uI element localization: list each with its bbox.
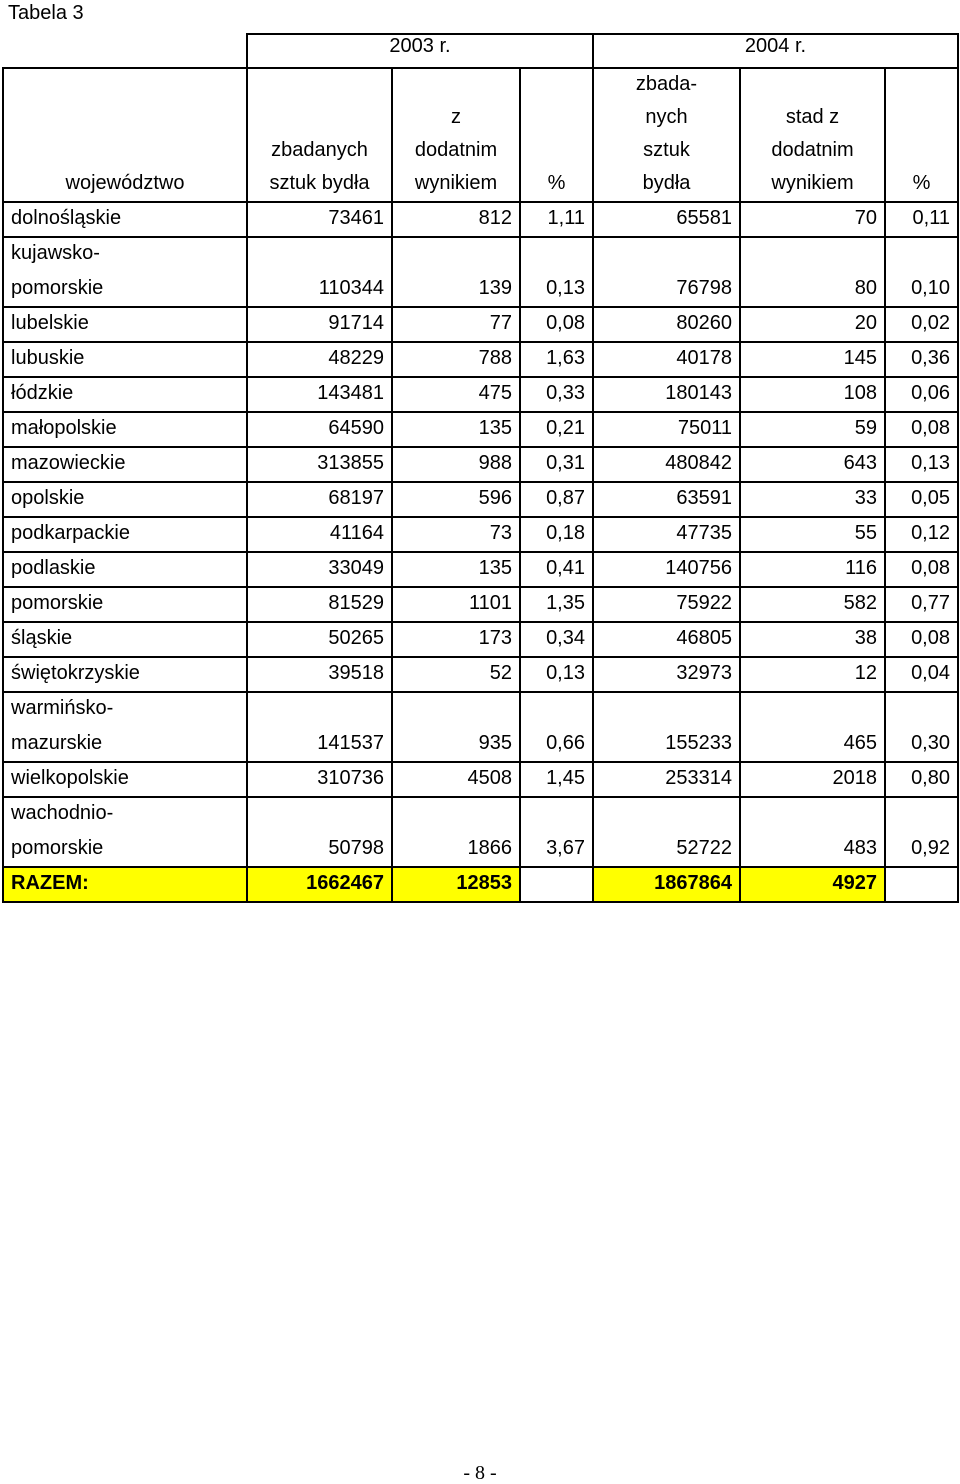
table-cell: 59 — [854, 417, 877, 439]
table-cell: 0,08 — [911, 557, 950, 579]
column-header-positive-2003: z — [451, 106, 461, 128]
table-cell: 0,87 — [546, 487, 585, 509]
table-cell: 0,13 — [546, 277, 585, 299]
column-rule — [391, 67, 393, 903]
region-name: dolnośląskie — [11, 207, 122, 229]
table-cell: 0,36 — [911, 347, 950, 369]
table-cell: 465 — [843, 732, 877, 754]
column-header-positive-2003: dodatnim — [414, 139, 498, 161]
table-cell: 0,21 — [546, 417, 585, 439]
table-cell: 33 — [854, 487, 877, 509]
table-cell: 80 — [854, 277, 877, 299]
table-cell: 41164 — [329, 522, 384, 544]
table-cell: 139 — [478, 277, 512, 299]
column-header-tested-2003: zbadanych — [271, 139, 368, 161]
region-name: kujawsko- — [11, 242, 100, 264]
table-cell: 0,80 — [911, 767, 950, 789]
table-cell: 310736 — [317, 767, 384, 789]
table-bottom-rule — [3, 901, 958, 903]
table-cell: 0,08 — [911, 417, 950, 439]
row-rule — [3, 201, 958, 203]
table-cell: 0,13 — [546, 662, 585, 684]
row-rule — [3, 341, 958, 343]
table-cell: 1,45 — [546, 767, 585, 789]
table-cell: 50265 — [328, 627, 384, 649]
region-name: podlaskie — [11, 557, 96, 579]
table-cell: 483 — [843, 837, 877, 859]
row-rule — [3, 411, 958, 413]
table-cell: 0,66 — [546, 732, 585, 754]
table-cell: 812 — [478, 207, 512, 229]
row-rule — [3, 656, 958, 658]
table-cell: 1,35 — [546, 592, 585, 614]
table-cell: 52722 — [676, 837, 732, 859]
table-cell: 0,31 — [546, 452, 585, 474]
table-cell: 80260 — [676, 312, 732, 334]
column-rule — [246, 67, 248, 903]
table-cell: 116 — [845, 557, 877, 579]
table-cell: 4508 — [467, 767, 512, 789]
table-cell: 313855 — [317, 452, 384, 474]
table-cell: 68197 — [328, 487, 384, 509]
region-name: wielkopolskie — [11, 767, 129, 789]
row-rule — [3, 796, 958, 798]
table-cell: 988 — [478, 452, 512, 474]
table-cell: 0,08 — [911, 627, 950, 649]
table-cell: 180143 — [665, 382, 732, 404]
region-name: podkarpackie — [11, 522, 130, 544]
region-name: pomorskie — [11, 277, 104, 299]
table-cell: 0,08 — [546, 312, 585, 334]
table-cell: 0,92 — [911, 837, 950, 859]
table-cell: 1866 — [467, 837, 512, 859]
table-cell: 39518 — [328, 662, 384, 684]
table-cell: 40178 — [676, 347, 732, 369]
column-header-pct-2004: % — [912, 172, 931, 194]
table-cell: 75922 — [676, 592, 732, 614]
region-name: łódzkie — [11, 382, 74, 404]
table-cell: 0,05 — [911, 487, 950, 509]
column-rule — [2, 67, 4, 903]
row-rule — [3, 481, 958, 483]
table-cell: 73 — [489, 522, 512, 544]
table-cell: 253314 — [665, 767, 732, 789]
column-header-pct-2003: % — [547, 172, 566, 194]
total-cell: 1867864 — [654, 872, 732, 894]
region-name: pomorskie — [11, 592, 104, 614]
region-name: świętokrzyskie — [11, 662, 140, 684]
page-number: - 8 - — [463, 1462, 497, 1484]
table-cell: 2018 — [832, 767, 877, 789]
table-cell: 65581 — [676, 207, 732, 229]
table-cell: 143481 — [317, 382, 384, 404]
table-cell: 110344 — [318, 277, 384, 299]
row-rule — [3, 691, 958, 693]
table-cell: 480842 — [665, 452, 732, 474]
table-cell: 0,12 — [911, 522, 950, 544]
table-cell: 0,18 — [546, 522, 585, 544]
row-rule — [3, 866, 958, 868]
table-cell: 788 — [478, 347, 512, 369]
region-name: opolskie — [11, 487, 85, 509]
table-cell: 140756 — [665, 557, 732, 579]
table-cell: 33049 — [328, 557, 384, 579]
column-header-tested-2003: sztuk bydła — [269, 172, 370, 194]
table-cell: 0,10 — [911, 277, 950, 299]
table-cell: 145 — [843, 347, 877, 369]
year-label-2003: 2003 r. — [389, 35, 451, 57]
table-caption: Tabela 3 — [8, 2, 84, 24]
table-cell: 50798 — [328, 837, 384, 859]
column-header-tested-2004: bydła — [642, 172, 691, 194]
year-label-2004: 2004 r. — [744, 35, 807, 57]
column-header-region: województwo — [65, 172, 185, 194]
table-cell: 0,02 — [911, 312, 950, 334]
table-cell: 108 — [843, 382, 877, 404]
table-cell: 76798 — [676, 277, 732, 299]
column-header-positive-2004: dodatnim — [771, 139, 854, 161]
table-cell: 73461 — [328, 207, 384, 229]
total-cell: 1662467 — [306, 872, 384, 894]
table-cell: 935 — [478, 732, 512, 754]
row-rule — [3, 376, 958, 378]
table-cell: 0,77 — [911, 592, 950, 614]
table-cell: 77 — [489, 312, 512, 334]
table-cell: 643 — [843, 452, 877, 474]
region-name: mazurskie — [11, 732, 103, 754]
table-cell: 0,06 — [911, 382, 950, 404]
table-cell: 81529 — [328, 592, 384, 614]
region-name: małopolskie — [11, 417, 117, 439]
region-name: lubelskie — [11, 312, 89, 334]
table-cell: 475 — [478, 382, 512, 404]
table-cell: 55 — [854, 522, 877, 544]
table-cell: 1,11 — [547, 207, 585, 229]
column-rule — [884, 67, 886, 903]
row-rule — [3, 446, 958, 448]
table-cell: 12 — [854, 662, 877, 684]
table-cell: 20 — [854, 312, 877, 334]
column-rule — [592, 67, 594, 903]
region-name: śląskie — [11, 627, 73, 649]
column-header-positive-2003: wynikiem — [414, 172, 498, 194]
column-header-tested-2004: nych — [645, 106, 688, 128]
table-cell: 596 — [478, 487, 512, 509]
table-cell: 141537 — [317, 732, 384, 754]
column-header-tested-2004: sztuk — [643, 139, 690, 161]
row-rule — [3, 236, 958, 238]
region-name: lubuskie — [11, 347, 85, 369]
region-name: wachodnio- — [11, 802, 114, 824]
column-header-tested-2004: zbada- — [635, 73, 698, 95]
column-header-positive-2004: wynikiem — [771, 172, 854, 194]
table-cell: 64590 — [328, 417, 384, 439]
row-rule — [3, 761, 958, 763]
table-cell: 0,11 — [912, 207, 950, 229]
table-cell: 91714 — [328, 312, 384, 334]
table-cell: 155233 — [665, 732, 732, 754]
table-cell: 0,13 — [911, 452, 950, 474]
table-cell: 52 — [489, 662, 512, 684]
table-cell: 0,41 — [546, 557, 585, 579]
total-cell: 12853 — [456, 872, 512, 894]
table-cell: 75011 — [677, 417, 732, 439]
row-rule — [3, 551, 958, 553]
table-cell: 47735 — [676, 522, 732, 544]
table-cell: 0,04 — [911, 662, 950, 684]
table-cell: 46805 — [676, 627, 732, 649]
table-cell: 1101 — [468, 592, 512, 614]
row-rule — [3, 621, 958, 623]
table-cell: 63591 — [676, 487, 732, 509]
table-cell: 135 — [478, 557, 512, 579]
header-top-rule — [3, 67, 958, 69]
column-rule — [957, 67, 959, 903]
row-rule — [3, 516, 958, 518]
table-cell: 3,67 — [546, 837, 585, 859]
table-cell: 173 — [478, 627, 512, 649]
table-cell: 0,33 — [546, 382, 585, 404]
table-cell: 135 — [478, 417, 512, 439]
column-rule — [739, 67, 741, 903]
total-label: RAZEM: — [11, 872, 89, 894]
table-cell: 582 — [843, 592, 877, 614]
region-name: pomorskie — [11, 837, 104, 859]
table-cell: 32973 — [676, 662, 732, 684]
total-cell: 4927 — [832, 872, 877, 894]
table-cell: 0,34 — [546, 627, 585, 649]
region-name: warmińsko- — [11, 697, 114, 719]
table-cell: 0,30 — [911, 732, 950, 754]
row-rule — [3, 306, 958, 308]
table-cell: 48229 — [328, 347, 384, 369]
table-cell: 1,63 — [546, 347, 585, 369]
table-cell: 38 — [854, 627, 877, 649]
row-rule — [3, 586, 958, 588]
column-rule — [519, 67, 521, 903]
region-name: mazowieckie — [11, 452, 126, 474]
table-cell: 70 — [854, 207, 877, 229]
column-header-positive-2004: stad z — [785, 106, 840, 128]
